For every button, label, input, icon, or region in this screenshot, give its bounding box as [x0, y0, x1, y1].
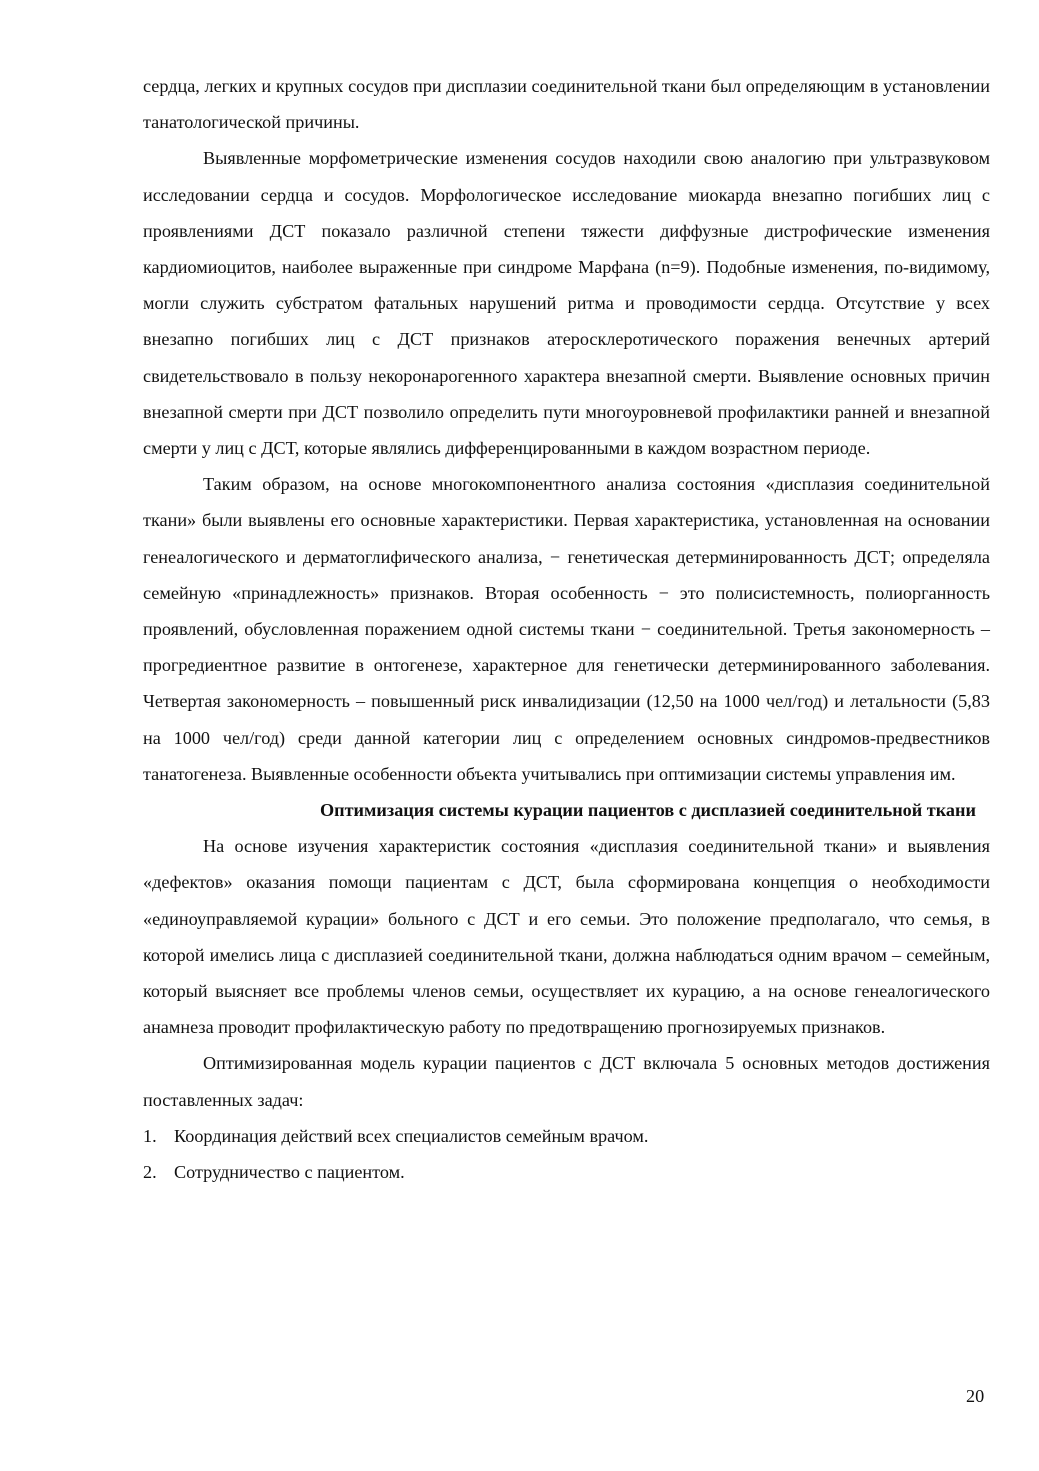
body-paragraph: На основе изучения характеристик состояния «дисплазия соединительной ткани» и выявления «дефектов» оказания помощи пациентам с ДСТ, была сформирована концепция о необходимости «единоуправляемой курации» больного с ДСТ и его семьи. Это положение предполагало, что семья, в которой имелись лица с дисплазией соединительной ткани, должна наблюдаться одним врачом – семейным, который выясняет все проблемы членов семьи, осуществляет их курацию, а на основе генеалогического анамнеза проводит профилактическую работу по предотвращению прогнозируемых признаков. [143, 836, 990, 1038]
body-paragraph: Оптимизированная модель курации пациентов с ДСТ включала 5 основных методов достижения поставленных задач: [143, 1053, 990, 1110]
page-content [143, 68, 990, 1190]
body-paragraph: Выявленные морфометрические изменения сосудов находили свою аналогию при ультразвуковом исследовании сердца и сосудов. Морфологическое исследование миокарда внезапно погибших лиц с проявлениями ДСТ показало различной степени тяжести диффузные дистрофические изменения кардиомиоцитов, наиболее выраженные при синдроме Марфана (n=9). Подобные изменения, по-видимому, могли служить субстратом фатальных нарушений ритма и проводимости сердца. Отсутствие у всех внезапно погибших лиц с ДСТ признаков атеросклеротического поражения венечных артерий свидетельствовало в пользу некоронарогенного характера внезапной смерти. Выявление основных причин внезапной смерти при ДСТ позволило определить пути многоуровневой профилактики ранней и внезапной смерти у лиц с ДСТ, которые являлись дифференцированными в каждом возрастном периоде. [143, 148, 990, 459]
method-list [143, 1118, 990, 1190]
list-item-text: Сотрудничество с пациентом. [174, 1162, 405, 1183]
section-heading: Оптимизация системы курации пациентов с дисплазией соединительной ткани [319, 800, 976, 821]
body-paragraph: Таким образом, на основе многокомпонентного анализа состояния «дисплазия соединительной ткани» были выявлены его основные характеристики. Первая характеристика, установленная на основании генеалогического и дерматоглифического анализа, − генетическая детерминированность ДСТ; определяла семейную «принадлежность» признаков. Вторая особенность − это полисистемность, полиорганность проявлений, обусловленная поражением одной системы ткани − соединительной. Третья закономерность – прогредиентное развитие в онтогенезе, характерное для генетически детерминированного заболевания. Четвертая закономерность – повышенный риск инвалидизации (12,50 на 1000 чел/год) и летальности (5,83 на 1000 чел/год) среди данной категории лиц с определением основных синдромов-предвестников танатогенеза. Выявленные особенности объекта учитывались при оптимизации системы управления им. [143, 474, 990, 784]
list-item [143, 1118, 990, 1154]
list-item-number: 1. [143, 1125, 157, 1146]
list-item-number: 2. [143, 1162, 157, 1183]
list-item-text: Координация действий всех специалистов семейным врачом. [174, 1125, 649, 1146]
list-item [143, 1154, 990, 1190]
body-paragraph: сердца, легких и крупных сосудов при дисплазии соединительной ткани был определяющим в установлении танатологической причины. [143, 76, 990, 133]
page-number: 20 [966, 1386, 985, 1406]
